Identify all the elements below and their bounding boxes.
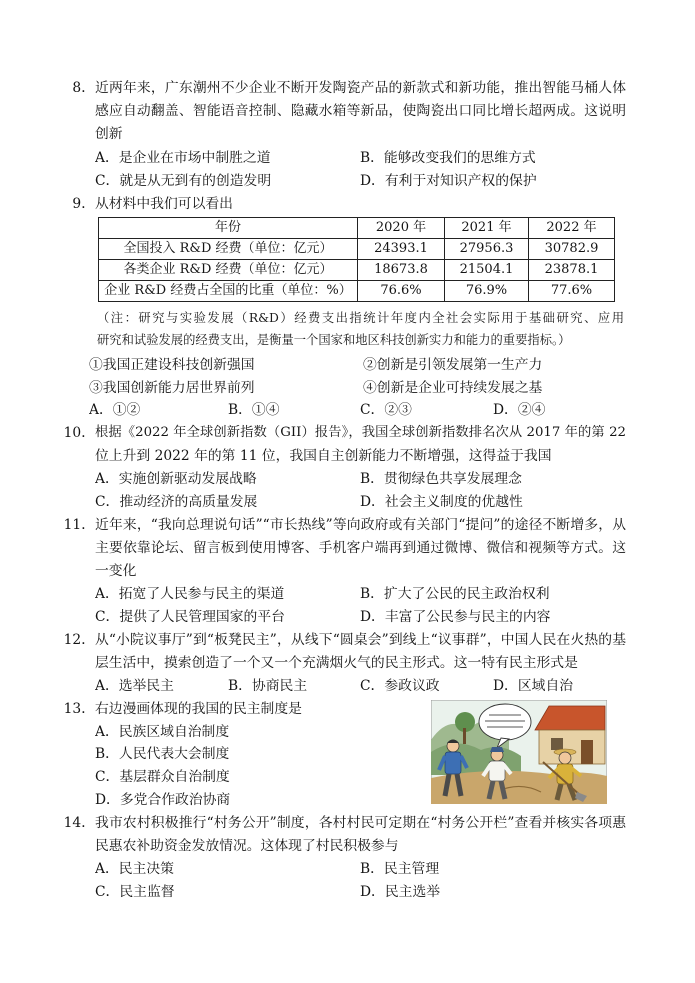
table-header-cell: 2021 年 <box>445 218 529 239</box>
table-row <box>99 239 615 260</box>
question-number: 13． <box>63 701 95 717</box>
option-c: C．推动经济的高质量发展 <box>95 494 258 510</box>
option-d: D．②④ <box>493 402 546 418</box>
option-c: C．民主监督 <box>95 884 175 900</box>
house-window <box>551 738 563 750</box>
option-b: B．协商民主 <box>228 678 308 694</box>
option-b: B．能够改变我们的思维方式 <box>360 150 536 166</box>
option-b: B．①④ <box>228 402 280 418</box>
question-stem-line: 位上升到 2022 年的第 11 位，我国自主创新能力不断增强，这得益于我国 <box>95 448 552 464</box>
question-number: 8． <box>72 80 95 96</box>
table-header-cell: 2022 年 <box>529 218 615 239</box>
village-cartoon-image <box>431 700 607 804</box>
option-d: D．社会主义制度的优越性 <box>360 494 523 510</box>
question-number: 9． <box>72 196 95 212</box>
table-cell: 76.9% <box>445 281 529 302</box>
option-b: B．贯彻绿色共享发展理念 <box>360 471 522 487</box>
question-number: 10． <box>63 425 95 441</box>
table-note: （注：研究与实验发展（R&D）经费支出指统计年度内全社会实际用于基础研究、应用 <box>97 311 624 325</box>
statement-2: ②创新是引领发展第一生产力 <box>363 357 543 373</box>
option-d: D．民主选举 <box>360 884 441 900</box>
option-a: A．拓宽了人民参与民主的渠道 <box>95 586 285 602</box>
question-number: 12． <box>63 632 95 648</box>
tree-trunk <box>463 728 466 744</box>
statement-1: ①我国正建设科技创新强国 <box>89 357 255 373</box>
table-row-label: 全国投入 R&D 经费（单位：亿元） <box>99 239 358 260</box>
table-note: 研究和试验发展的经费支出，是衡量一个国家和地区科技创新实力和能力的重要指标。） <box>97 333 571 347</box>
question-stem-line: 我市农村积极推行“村务公开”制度，各村村民可定期在“村务公开栏”查看并核实各项惠 <box>95 815 626 831</box>
table-row <box>99 260 615 281</box>
option-d: D．多党合作政治协商 <box>95 792 231 808</box>
statement-4: ④创新是企业可持续发展之基 <box>363 380 543 396</box>
question-stem-line: 近年来，“我向总理说句话”“市长热线”等向政府或有关部门“提问”的途径不断增多，从 <box>95 517 626 533</box>
question-stem-line: 创新 <box>95 126 123 142</box>
option-a: A．选举民主 <box>95 678 174 694</box>
option-b: B．人民代表大会制度 <box>95 746 230 762</box>
table-cell: 76.6% <box>358 281 445 302</box>
option-a: A．①② <box>89 402 141 418</box>
question-stem: 从材料中我们可以看出 <box>95 196 233 212</box>
house-door <box>581 740 593 764</box>
table-cell: 30782.9 <box>529 239 615 260</box>
table-cell: 21504.1 <box>445 260 529 281</box>
option-b: B．扩大了公民的民主政治权利 <box>360 586 550 602</box>
table-cell: 24393.1 <box>358 239 445 260</box>
table-row-label: 企业 R&D 经费占全国的比重（单位：%） <box>99 281 358 302</box>
question-stem-line: 一变化 <box>95 563 137 579</box>
table-header-cell: 年份 <box>99 218 358 239</box>
option-d: D．丰富了公民参与民主的内容 <box>360 609 551 625</box>
question-number: 11． <box>63 517 95 533</box>
option-b: B．民主管理 <box>360 861 440 877</box>
question-stem-line: 主要依靠论坛、留言板到使用博客、手机客户端再到通过微博、微信和视频等方式。这 <box>95 540 626 556</box>
table-cell: 77.6% <box>529 281 615 302</box>
question-stem-line: 层生活中，摸索创造了一个又一个充满烟火气的民主形式。这一特有民主形式是 <box>95 655 578 671</box>
table-header-row <box>99 218 615 239</box>
question-stem-line: 从“小院议事厅”到“板凳民主”，从线下“圆桌会”到线上“议事群”，中国人民在火热的基 <box>95 632 626 648</box>
option-d: D．有利于对知识产权的保护 <box>360 173 537 189</box>
option-a: A．是企业在市场中制胜之道 <box>95 150 271 166</box>
question-stem-line: 近两年来，广东潮州不少企业不断开发陶瓷产品的新款式和新功能，推出智能马桶人体 <box>95 80 626 96</box>
table-cell: 23878.1 <box>529 260 615 281</box>
house-wall <box>539 730 605 764</box>
option-a: A．实施创新驱动发展战略 <box>95 471 257 487</box>
table-cell: 27956.3 <box>445 239 529 260</box>
question-stem-line: 根据《2022 年全球创新指数（GII）报告》，我国全球创新指数排名次从 2017 年的第 22 <box>95 425 626 440</box>
table-row <box>99 281 615 302</box>
option-a: A．民族区域自治制度 <box>95 724 230 740</box>
statement-3: ③我国创新能力居世界前列 <box>89 380 255 396</box>
option-c: C．就是从无到有的创造发明 <box>95 173 272 189</box>
table-header-cell: 2020 年 <box>358 218 445 239</box>
option-d: D．区域自治 <box>493 678 574 694</box>
rd-expenditure-table <box>98 217 615 302</box>
table-cell: 18673.8 <box>358 260 445 281</box>
option-a: A．民主决策 <box>95 861 174 877</box>
option-c: C．基层群众自治制度 <box>95 769 230 785</box>
option-c: C．参政议政 <box>360 678 440 694</box>
option-c: C．②③ <box>360 402 412 418</box>
question-stem-line: 感应自动翻盖、智能语音控制、隐藏水箱等新品，使陶瓷出口同比增长超两成。这说明 <box>95 103 626 119</box>
question-stem-line: 民惠农补助资金发放情况。这体现了村民积极参与 <box>95 838 399 854</box>
question-stem: 右边漫画体现的我国的民主制度是 <box>95 701 302 717</box>
table-row-label: 各类企业 R&D 经费（单位：亿元） <box>99 260 358 281</box>
question-number: 14． <box>63 815 95 831</box>
option-c: C．提供了人民管理国家的平台 <box>95 609 285 625</box>
